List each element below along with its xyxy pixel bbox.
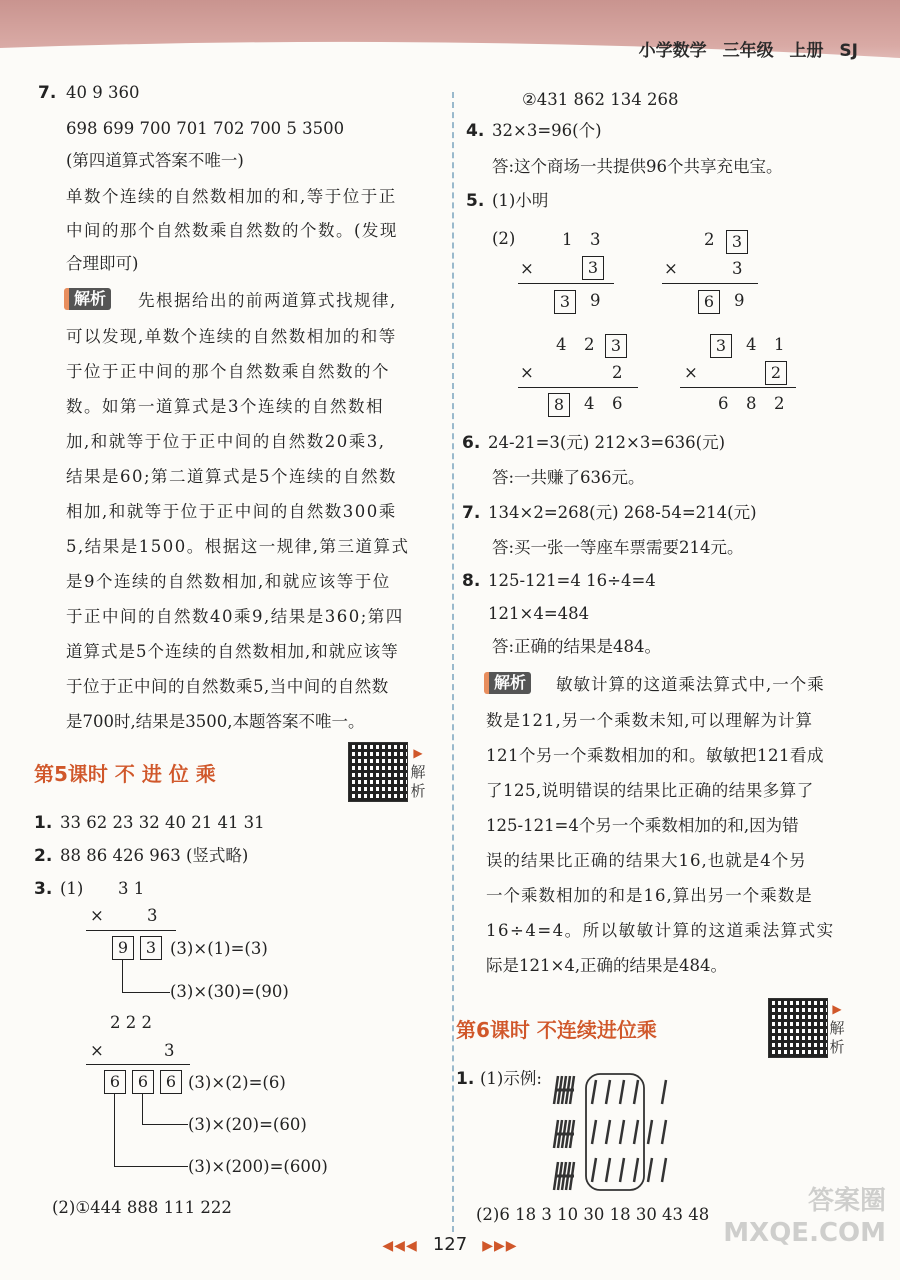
jiexi-left-line: 是9个连续的自然数相加,和就应该等于位	[66, 572, 391, 591]
jiexi-right-line: 了125,说明错误的结果比正确的结果多算了	[486, 781, 814, 800]
calc2-rule	[86, 1064, 190, 1065]
c4-mul-sign: ×	[684, 363, 698, 382]
left-q3-part2: (2)①444 888 111 222	[52, 1198, 232, 1217]
calc2-result-box: 6	[132, 1070, 154, 1094]
qr-label-text: 解析	[410, 763, 426, 800]
calc2-connector	[142, 1124, 188, 1125]
c1-digit: 3	[590, 230, 601, 249]
right-q8-line3: 答:正确的结果是484。	[492, 637, 662, 656]
c4-top-box: 3	[710, 334, 732, 358]
c3-rule	[518, 387, 638, 388]
right-q8-line1: 125-121=4 16÷4=4	[488, 571, 656, 590]
calc2-note2: (3)×(20)=(60)	[188, 1115, 307, 1134]
right-q5-number: 5.	[466, 191, 485, 211]
qr-side-label	[410, 744, 426, 801]
jiexi-left-line: 数。如第一道算式是3个连续的自然数相	[66, 397, 384, 416]
c1-mul-box: 3	[582, 256, 604, 280]
calc2-result-box: 6	[160, 1070, 182, 1094]
c1-digit: 1	[562, 230, 573, 249]
next-arrows-icon: ▶▶▶	[482, 1238, 518, 1254]
c1-result: 9	[590, 291, 601, 310]
calc2-mul-sign: ×	[90, 1041, 104, 1060]
calc2-mul-digit: 3	[164, 1041, 175, 1060]
c4-mul-box: 2	[765, 361, 787, 385]
jiexi-left-line: 结果是60;第二道算式是5个连续的自然数	[66, 467, 398, 486]
right-q6-line2: 答:一共赚了636元。	[492, 468, 645, 487]
c4-rule	[680, 387, 796, 388]
jiexi-right-line: 敏敏计算的这道乘法算式中,一个乘	[556, 675, 825, 694]
jiexi-left-line: 于位于正中间的自然数乘5,当中间的自然数	[66, 677, 389, 696]
left-q7-line2: 698 699 700 701 702 700 5 3500	[66, 119, 345, 138]
jiexi-right-line: 数是121,另一个乘数未知,可以理解为计算	[486, 711, 813, 730]
calc1-mul-sign: ×	[90, 906, 104, 925]
c2-top-box: 3	[726, 230, 748, 254]
right-q8-number: 8.	[462, 571, 481, 591]
left-q2-number: 2.	[34, 846, 53, 866]
jiexi-left-line: 于位于正中间的那个自然数乘自然数的个	[66, 362, 390, 381]
c3-result-box: 8	[548, 393, 570, 417]
right-q7-line1: 134×2=268(元) 268-54=214(元)	[488, 503, 757, 522]
right-q6-line1: 24-21=3(元) 212×3=636(元)	[488, 433, 726, 452]
jiexi-tag-left	[64, 288, 111, 310]
calc1-top: 3 1	[118, 879, 145, 898]
jiexi-right-line: 125-121=4个另一个乘数相加的和,因为错	[486, 816, 799, 835]
c3-mul-sign: ×	[520, 363, 534, 382]
calc2-note1: (3)×(2)=(6)	[188, 1073, 286, 1092]
c2-mul-digit: 3	[732, 259, 743, 278]
c4-result: 8	[746, 394, 757, 413]
right-q7-line2: 答:买一张一等座车票需要214元。	[492, 538, 744, 557]
right-q4-line2: 答:这个商场一共提供96个共享充电宝。	[492, 157, 783, 176]
qr-code-icon[interactable]	[768, 998, 828, 1058]
left-q3-number: 3.	[34, 879, 53, 899]
column-divider	[452, 92, 454, 1232]
qr-side-label	[829, 1000, 845, 1057]
c3-top-box: 3	[605, 334, 627, 358]
jiexi-right-line: 误的结果比正确的结果大16,也就是4个另	[486, 851, 807, 870]
left-q3-part1: (1)	[60, 879, 84, 898]
watermark-line1: 答案圈	[807, 1186, 886, 1216]
c3-result: 4	[584, 394, 595, 413]
jiexi-left-line: 可以发现,单数个连续的自然数相加的和等	[66, 327, 397, 346]
left-q7-line1: 40 9 360	[66, 83, 140, 102]
c2-rule	[662, 283, 758, 284]
header-label: 小学数学 三年级 上册 SJ	[638, 41, 858, 61]
right-q5-part1: (1)小明	[492, 191, 549, 210]
calc1-result-box: 9	[112, 936, 134, 960]
calc1-note1: (3)×(1)=(3)	[170, 939, 268, 958]
jiexi-tag-label: 解析	[64, 288, 111, 310]
jiexi-tag-right	[484, 672, 531, 694]
right-q5-part2: (2)	[492, 229, 516, 248]
calc1-connector	[122, 960, 123, 992]
c2-digit: 2	[704, 230, 715, 249]
c2-mul-sign: ×	[664, 259, 678, 278]
jiexi-left-line: 加,和就等于位于正中间的自然数20乘3,	[66, 432, 386, 451]
c1-mul-sign: ×	[520, 259, 534, 278]
bundle-icon	[554, 1076, 574, 1104]
c3-mul-digit: 2	[612, 363, 623, 382]
c1-rule	[518, 283, 614, 284]
left-q7-line4: 单数个连续的自然数相加的和,等于位于正	[66, 187, 397, 206]
section-6-title: 第6课时 不连续进位乘	[456, 1018, 657, 1042]
qr-label-text: 解析	[829, 1019, 845, 1056]
jiexi-right-line: 际是121×4,正确的结果是484。	[486, 956, 728, 975]
calc1-rule	[86, 930, 176, 931]
watermark-line2: MXQE.COM	[723, 1218, 886, 1248]
right-q6-number: 6.	[462, 433, 481, 453]
calc1-mul-digit: 3	[147, 906, 158, 925]
section-5-title: 第5课时 不 进 位 乘	[34, 762, 216, 786]
right-q4-line1: 32×3=96(个)	[492, 121, 602, 140]
right-q4-number: 4.	[466, 121, 485, 141]
play-icon: ▶	[413, 746, 423, 760]
calc1-connector	[122, 992, 170, 993]
jiexi-right-line: 16÷4=4。所以敏敏计算的这道乘法算式实	[486, 921, 835, 940]
stick-bundles-illustration	[552, 1070, 682, 1194]
calc1-result-box: 3	[140, 936, 162, 960]
jiexi-left-line: 道算式是5个连续的自然数相加,和就应该等	[66, 642, 399, 661]
c3-digit: 4	[556, 335, 567, 354]
calc2-connector	[114, 1166, 188, 1167]
calc2-result-box: 6	[104, 1070, 126, 1094]
c1-result-box: 3	[554, 290, 576, 314]
calc2-connector	[142, 1094, 143, 1124]
right-q3b: ②431 862 134 268	[522, 90, 679, 109]
right-q8-line2: 121×4=484	[488, 604, 590, 623]
left-q7-number: 7.	[38, 83, 57, 103]
calc2-connector	[114, 1094, 115, 1166]
left-q1-text: 33 62 23 32 40 21 41 31	[60, 813, 265, 832]
jiexi-left-line: 先根据给出的前两道算式找规律,	[138, 291, 397, 310]
jiexi-tag-label: 解析	[484, 672, 531, 694]
jiexi-left-line: 相加,和就等于位于正中间的自然数300乘	[66, 502, 397, 521]
prev-arrows-icon: ◀◀◀	[382, 1238, 418, 1254]
page-footer	[0, 1234, 900, 1255]
jiexi-left-line: 5,结果是1500。根据这一规律,第三道算式	[66, 537, 410, 556]
left-q1-number: 1.	[34, 813, 53, 833]
c3-result: 6	[612, 394, 623, 413]
c4-result: 2	[774, 394, 785, 413]
calc2-note3: (3)×(200)=(600)	[188, 1157, 328, 1176]
left-q7-line5: 中间的那个自然数乘自然数的个数。(发现	[66, 221, 398, 240]
right-q7-number: 7.	[462, 503, 481, 523]
calc2-top: 2 2 2	[110, 1013, 152, 1032]
jiexi-right-line: 一个乘数相加的和是16,算出另一个乘数是	[486, 886, 813, 905]
calc1-note2: (3)×(30)=(90)	[170, 982, 289, 1001]
left-q2-text: 88 86 426 963 (竖式略)	[60, 846, 249, 865]
c2-result: 9	[734, 291, 745, 310]
c4-result: 6	[718, 394, 729, 413]
qr-code-icon[interactable]	[348, 742, 408, 802]
play-icon: ▶	[832, 1002, 842, 1016]
jiexi-left-line: 是700时,结果是3500,本题答案不唯一。	[66, 712, 365, 731]
right-q1-part1: (1)示例:	[480, 1069, 542, 1088]
c2-result-box: 6	[698, 290, 720, 314]
left-q7-line6: 合理即可)	[66, 254, 139, 273]
right-q1-part2: (2)6 18 3 10 30 18 30 43 48	[476, 1205, 710, 1224]
c3-digit: 2	[584, 335, 595, 354]
c4-digit: 1	[774, 335, 785, 354]
page-number: 127	[432, 1234, 468, 1255]
c4-digit: 4	[746, 335, 757, 354]
right-q1-number: 1.	[456, 1069, 475, 1089]
jiexi-right-line: 121个另一个乘数相加的和。敏敏把121看成	[486, 746, 824, 765]
jiexi-left-line: 于正中间的自然数40乘9,结果是360;第四	[66, 607, 404, 626]
left-q7-line3: (第四道算式答案不唯一)	[66, 151, 244, 170]
